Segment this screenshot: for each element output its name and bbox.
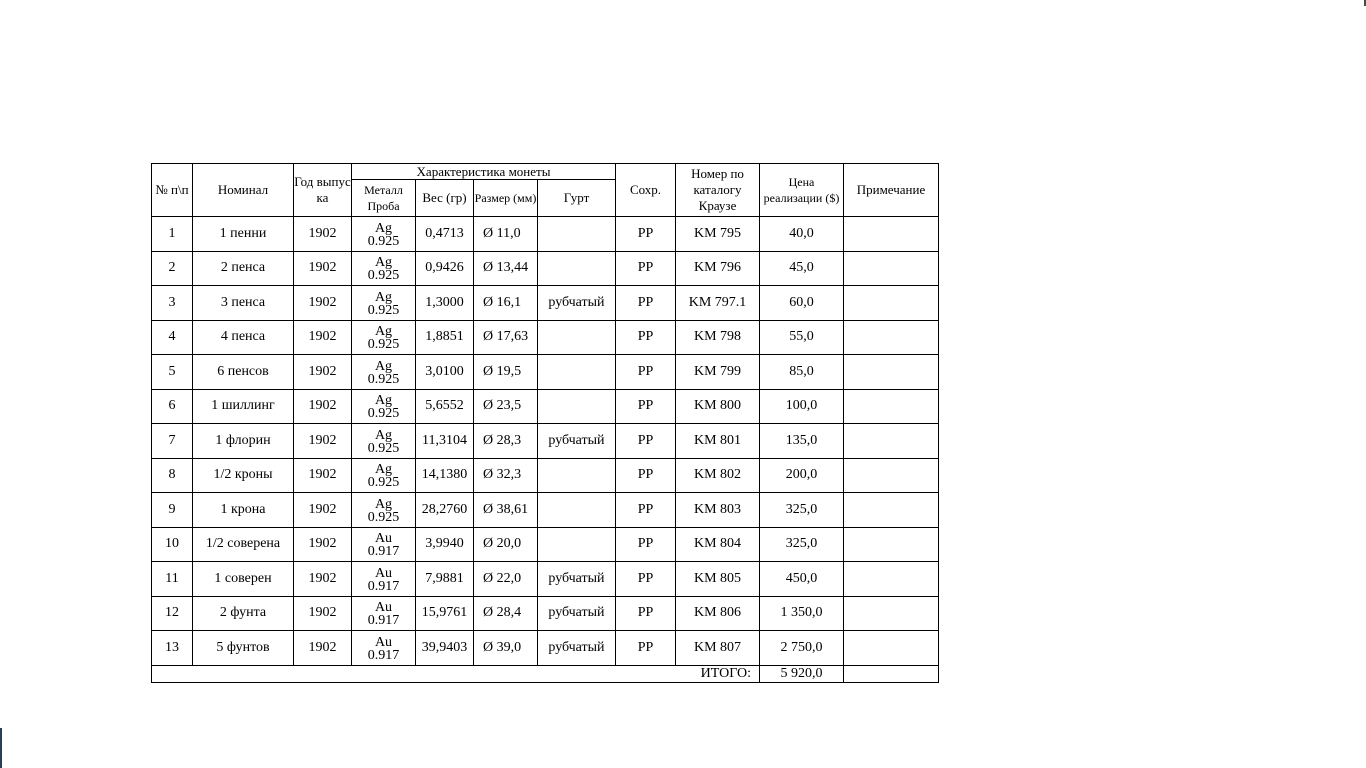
cell-catalog: KM 796 [676,251,760,286]
cell-metal [352,493,416,528]
cell-catalog: KM 804 [676,527,760,562]
cell-price: 55,0 [760,320,844,355]
table-row [152,286,939,321]
table-row [152,562,939,597]
total-value: 5 920,0 [760,665,844,682]
cell-edge [538,320,616,355]
cell-year: 1902 [294,424,352,459]
cell-note [844,596,939,631]
coin-catalog-table [151,163,939,683]
header-num: № п\п [152,164,193,217]
metal-symbol: Ag [374,496,393,512]
cell-metal [352,631,416,666]
cell-weight: 5,6552 [416,389,474,424]
cell-nominal: 2 фунта [193,596,294,631]
cell-condition: PP [616,217,676,252]
table-row [152,527,939,562]
table-row [152,320,939,355]
cell-num: 8 [152,458,193,493]
cell-price: 2 750,0 [760,631,844,666]
metal-fineness: 0.917 [367,578,400,594]
cell-edge [538,217,616,252]
table-row [152,631,939,666]
cell-note [844,320,939,355]
cell-nominal: 3 пенса [193,286,294,321]
metal-fineness: 0.917 [367,647,400,663]
metal-fineness: 0.925 [367,440,400,456]
cell-nominal: 4 пенса [193,320,294,355]
metal-symbol: Ag [374,393,393,409]
cell-price: 60,0 [760,286,844,321]
cell-size: Ø 11,0 [474,217,538,252]
metal-symbol: Ag [374,358,393,374]
cell-catalog: KM 806 [676,596,760,631]
cell-edge: рубчатый [538,286,616,321]
cell-nominal: 1 шиллинг [193,389,294,424]
cell-note [844,493,939,528]
cell-num: 10 [152,527,193,562]
cell-year: 1902 [294,286,352,321]
table-row [152,355,939,390]
cell-metal [352,424,416,459]
cell-num: 5 [152,355,193,390]
cell-catalog: KM 805 [676,562,760,597]
cell-num: 1 [152,217,193,252]
cell-size: Ø 39,0 [474,631,538,666]
cell-size: Ø 38,61 [474,493,538,528]
cell-nominal: 1 крона [193,493,294,528]
metal-fineness: 0.925 [367,268,400,284]
cell-price: 1 350,0 [760,596,844,631]
cell-num: 2 [152,251,193,286]
cell-note [844,527,939,562]
cell-size: Ø 16,1 [474,286,538,321]
cell-price: 85,0 [760,355,844,390]
header-condition: Сохр. [616,164,676,217]
cell-num: 6 [152,389,193,424]
cell-num: 9 [152,493,193,528]
cell-nominal: 6 пенсов [193,355,294,390]
cell-size: Ø 23,5 [474,389,538,424]
metal-symbol: Au [374,600,393,616]
cell-catalog: KM 798 [676,320,760,355]
cell-condition: PP [616,320,676,355]
table-row [152,596,939,631]
cell-year: 1902 [294,320,352,355]
total-row [152,665,939,682]
cell-nominal: 1 соверен [193,562,294,597]
header-edge: Гурт [538,180,616,217]
cell-nominal: 1 пенни [193,217,294,252]
metal-symbol: Au [374,565,393,581]
cell-condition: PP [616,596,676,631]
cell-weight: 28,2760 [416,493,474,528]
cell-price: 450,0 [760,562,844,597]
table-row [152,389,939,424]
metal-fineness: 0.925 [367,475,400,491]
cell-weight: 3,0100 [416,355,474,390]
cell-price: 40,0 [760,217,844,252]
cell-edge [538,458,616,493]
cell-size: Ø 28,3 [474,424,538,459]
cell-note [844,458,939,493]
cell-weight: 1,8851 [416,320,474,355]
cell-condition: PP [616,562,676,597]
cell-weight: 7,9881 [416,562,474,597]
cell-catalog: KM 799 [676,355,760,390]
cell-note [844,217,939,252]
cell-size: Ø 32,3 [474,458,538,493]
cell-catalog: KM 801 [676,424,760,459]
cell-note [844,562,939,597]
table-row [152,217,939,252]
header-metal: Металл Проба [352,180,416,217]
metal-fineness: 0.925 [367,509,400,525]
cell-condition: PP [616,389,676,424]
cell-metal [352,286,416,321]
metal-symbol: Ag [374,462,393,478]
cell-edge [538,355,616,390]
cell-edge: рубчатый [538,631,616,666]
cell-condition: PP [616,251,676,286]
cell-weight: 14,1380 [416,458,474,493]
header-nominal: Номинал [193,164,294,217]
table-header [152,164,939,217]
cell-price: 200,0 [760,458,844,493]
header-size: Размер (мм) [474,180,538,217]
cell-year: 1902 [294,527,352,562]
cell-year: 1902 [294,596,352,631]
cell-catalog: KM 803 [676,493,760,528]
cell-nominal: 2 пенса [193,251,294,286]
cell-price: 325,0 [760,527,844,562]
metal-symbol: Au [374,531,393,547]
cell-year: 1902 [294,355,352,390]
cell-condition: PP [616,424,676,459]
cell-edge [538,493,616,528]
cell-condition: PP [616,631,676,666]
metal-fineness: 0.917 [367,544,400,560]
cell-num: 12 [152,596,193,631]
cell-note [844,424,939,459]
cell-nominal: 1/2 кроны [193,458,294,493]
table-row [152,493,939,528]
cell-num: 13 [152,631,193,666]
metal-symbol: Ag [374,255,393,271]
cell-condition: PP [616,493,676,528]
metal-symbol: Ag [374,427,393,443]
cell-note [844,286,939,321]
header-weight: Вес (гр) [416,180,474,217]
cell-year: 1902 [294,458,352,493]
cell-size: Ø 13,44 [474,251,538,286]
cell-year: 1902 [294,251,352,286]
header-catalog: Номер по каталогу Краузе [676,164,760,217]
cell-num: 3 [152,286,193,321]
cell-weight: 3,9940 [416,527,474,562]
cell-year: 1902 [294,562,352,597]
cell-size: Ø 17,63 [474,320,538,355]
cell-condition: PP [616,527,676,562]
cell-catalog: KM 800 [676,389,760,424]
cell-price: 100,0 [760,389,844,424]
cell-edge: рубчатый [538,596,616,631]
cell-note [844,355,939,390]
cell-metal [352,458,416,493]
cell-num: 7 [152,424,193,459]
cell-size: Ø 20,0 [474,527,538,562]
cell-metal [352,596,416,631]
cell-metal [352,251,416,286]
cell-year: 1902 [294,217,352,252]
header-year: Год выпус ка [294,164,352,217]
cell-metal [352,320,416,355]
cell-note [844,251,939,286]
table-row [152,251,939,286]
cell-catalog: KM 795 [676,217,760,252]
cell-num: 11 [152,562,193,597]
cell-metal [352,527,416,562]
cell-metal [352,389,416,424]
table-body [152,217,939,683]
cell-size: Ø 22,0 [474,562,538,597]
cell-edge [538,251,616,286]
cell-year: 1902 [294,389,352,424]
metal-symbol: Ag [374,324,393,340]
cell-condition: PP [616,458,676,493]
cell-edge: рубчатый [538,424,616,459]
cell-num: 4 [152,320,193,355]
table-row [152,458,939,493]
cell-metal [352,217,416,252]
cell-price: 45,0 [760,251,844,286]
cell-condition: PP [616,355,676,390]
metal-fineness: 0.925 [367,371,400,387]
cell-price: 325,0 [760,493,844,528]
cell-year: 1902 [294,631,352,666]
window-edge-mark-left [0,728,2,768]
cell-weight: 0,4713 [416,217,474,252]
cell-weight: 0,9426 [416,251,474,286]
cell-weight: 1,3000 [416,286,474,321]
cell-catalog: KM 807 [676,631,760,666]
cell-price: 135,0 [760,424,844,459]
cell-size: Ø 28,4 [474,596,538,631]
header-characteristics: Характеристика монеты [352,164,616,180]
metal-fineness: 0.917 [367,613,400,629]
metal-fineness: 0.925 [367,406,400,422]
header-note: Примечание [844,164,939,217]
table-row [152,424,939,459]
cell-edge [538,389,616,424]
cell-note [844,631,939,666]
metal-fineness: 0.925 [367,337,400,353]
metal-fineness: 0.925 [367,302,400,318]
cell-catalog: KM 802 [676,458,760,493]
cell-year: 1902 [294,493,352,528]
cell-catalog: KM 797.1 [676,286,760,321]
cell-edge [538,527,616,562]
cell-edge: рубчатый [538,562,616,597]
total-note-cell [844,665,939,682]
metal-fineness: 0.925 [367,233,400,249]
cell-weight: 15,9761 [416,596,474,631]
cell-nominal: 1 флорин [193,424,294,459]
cell-nominal: 1/2 соверена [193,527,294,562]
cell-weight: 39,9403 [416,631,474,666]
cell-nominal: 5 фунтов [193,631,294,666]
total-label: ИТОГО: [152,665,760,682]
cell-metal [352,355,416,390]
cell-size: Ø 19,5 [474,355,538,390]
metal-symbol: Ag [374,220,393,236]
cell-note [844,389,939,424]
cell-metal [352,562,416,597]
metal-symbol: Ag [374,289,393,305]
header-price: Цена реализации ($) [760,164,844,217]
metal-symbol: Au [374,634,393,650]
cell-weight: 11,3104 [416,424,474,459]
cell-condition: PP [616,286,676,321]
